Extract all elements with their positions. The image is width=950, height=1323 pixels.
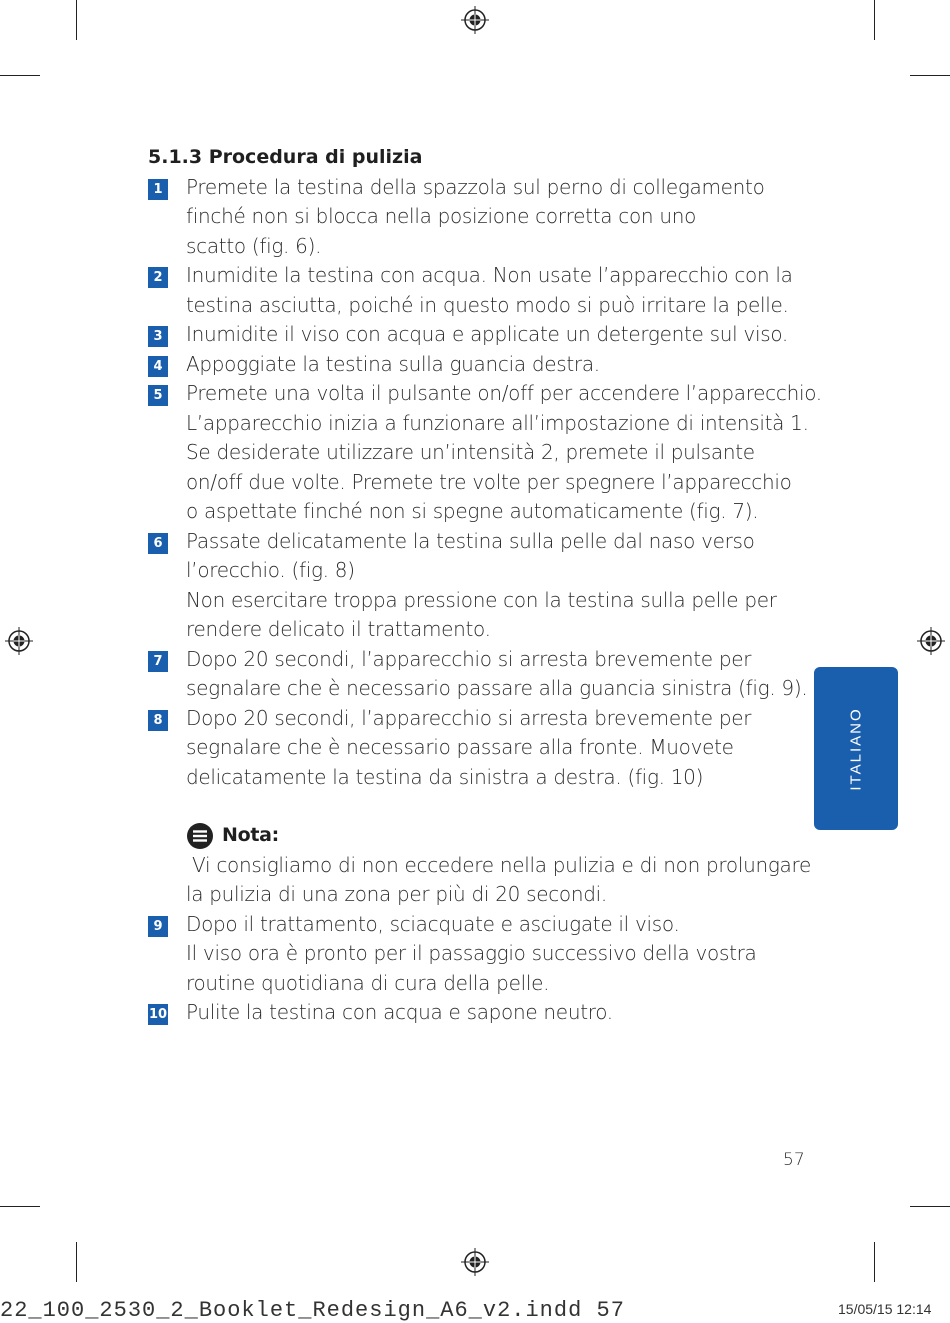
language-tab: [814, 667, 898, 830]
step-item: [148, 998, 828, 1028]
step-text-line: Dopo 20 secondi, l’apparecchio si arresta brevemente per: [186, 705, 752, 730]
page-content: [148, 143, 828, 1028]
step-text-line: Appoggiate la testina sulla guancia destra.: [186, 351, 600, 376]
step-item: [148, 261, 828, 320]
step-text-line: Dopo 20 secondi, l’apparecchio si arresta brevemente per: [186, 646, 752, 671]
step-text-line: finché non si blocca nella posizione corretta con uno: [186, 204, 697, 228]
step-number-badge: 9: [148, 916, 168, 937]
spacer: [148, 792, 828, 821]
note-title: [148, 821, 828, 851]
step-number-badge: 10: [148, 1004, 168, 1025]
step-text-line: Se desiderate utilizzare un’intensità 2, premete il pulsante: [186, 440, 755, 464]
step-text-line: L’apparecchio inizia a funzionare all’impostazione di intensità 1.: [186, 410, 809, 435]
registration-mark-icon: [461, 1248, 489, 1276]
step-number-badge: 5: [148, 385, 168, 406]
step-item: [148, 704, 828, 793]
step-text-line: rendere delicato il trattamento.: [186, 617, 491, 641]
crop-mark: [874, 1242, 875, 1282]
note-text-line: Vi consigliamo di non eccedere nella pulizia e di non prolungare: [186, 852, 811, 877]
crop-mark: [0, 1206, 40, 1207]
page-number: 57: [783, 1150, 805, 1170]
note-label: Nota:: [222, 824, 279, 846]
crop-mark: [910, 1206, 950, 1207]
registration-mark-icon: [917, 627, 945, 655]
step-number-badge: 8: [148, 710, 168, 731]
step-number-badge: 1: [148, 179, 168, 200]
crop-mark: [76, 0, 77, 40]
slug-date: 15/05/15 12:14: [838, 1301, 932, 1317]
step-text-line: Dopo il trattamento, sciacquate e asciugate il viso.: [186, 911, 680, 936]
note-text-line: la pulizia di una zona per più di 20 secondi.: [186, 882, 607, 906]
step-item: [148, 645, 828, 704]
step-text-line: testina asciutta, poiché in questo modo si può irritare la pelle.: [186, 292, 789, 317]
step-text-line: routine quotidiana di cura della pelle.: [186, 970, 550, 995]
step-item: [148, 320, 828, 350]
note-icon: [186, 822, 214, 850]
step-number-badge: 3: [148, 326, 168, 347]
registration-mark-icon: [461, 6, 489, 34]
step-text-line: Inumidite la testina con acqua. Non usate l’apparecchio con la: [186, 263, 793, 287]
step-text-line: Non esercitare troppa pressione con la testina sulla pelle per: [186, 587, 777, 612]
step-text-line: Premete una volta il pulsante on/off per accendere l’apparecchio.: [186, 381, 822, 405]
step-number-badge: 2: [148, 267, 168, 288]
step-text-line: on/off due volte. Premete tre volte per spegnere l’apparecchio: [186, 469, 792, 494]
slug-filename: 22_100_2530_2_Booklet_Redesign_A6_v2.indd 57: [0, 1298, 625, 1323]
step-number-badge: 4: [148, 356, 168, 377]
crop-mark: [910, 75, 950, 76]
step-text-line: Passate delicatamente la testina sulla pelle dal naso verso: [186, 528, 755, 553]
note-body: [148, 851, 828, 910]
steps-list-after: [148, 910, 828, 1028]
registration-mark-icon: [5, 627, 33, 655]
step-text-line: Il viso ora è pronto per il passaggio successivo della vostra: [186, 941, 757, 965]
crop-mark: [0, 75, 40, 76]
step-text-line: Inumidite il viso con acqua e applicate un detergente sul viso.: [186, 322, 788, 346]
step-text-line: l’orecchio. (fig. 8): [186, 558, 355, 582]
step-text-line: delicatamente la testina da sinistra a destra. (fig. 10): [186, 764, 704, 789]
step-text-line: segnalare che è necessario passare alla fronte. Muovete: [186, 735, 734, 759]
step-text-line: Pulite la testina con acqua e sapone neutro.: [186, 1000, 613, 1024]
step-text-line: segnalare che è necessario passare alla guancia sinistra (fig. 9).: [186, 676, 808, 700]
step-item: [148, 527, 828, 645]
language-label: ITALIANO: [847, 706, 865, 791]
step-text-line: scatto (fig. 6).: [186, 233, 322, 258]
step-item: [148, 173, 828, 262]
steps-list: [148, 173, 828, 793]
step-item: [148, 379, 828, 527]
step-text-line: Premete la testina della spazzola sul perno di collegamento: [186, 174, 765, 199]
step-item: [148, 910, 828, 999]
step-number-badge: 7: [148, 651, 168, 672]
step-number-badge: 6: [148, 533, 168, 554]
crop-mark: [76, 1242, 77, 1282]
step-item: [148, 350, 828, 380]
section-heading: 5.1.3 Procedura di pulizia: [148, 146, 423, 168]
step-text-line: o aspettate finché non si spegne automaticamente (fig. 7).: [186, 499, 759, 523]
crop-mark: [874, 0, 875, 40]
